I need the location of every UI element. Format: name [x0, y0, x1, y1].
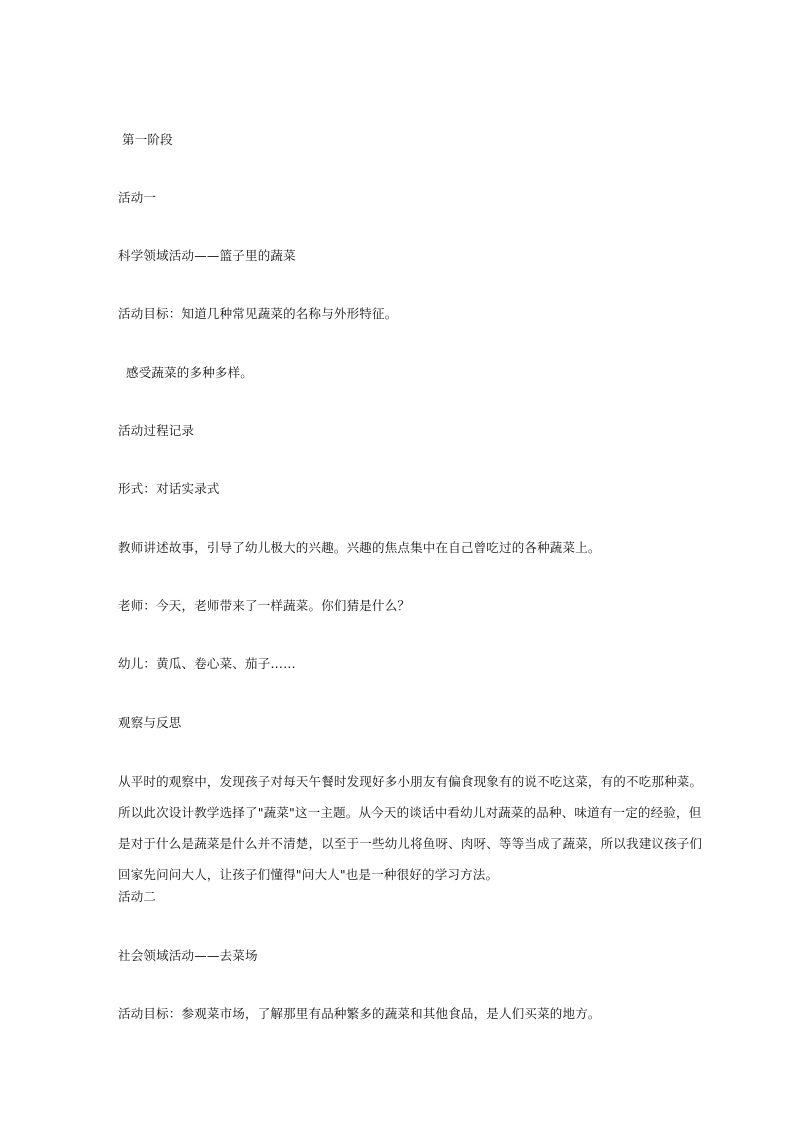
activity-label: 活动一	[118, 190, 157, 205]
activity-label: 活动二	[118, 889, 157, 904]
stage-heading: 第一阶段	[122, 132, 173, 147]
form-line: 形式：对话实录式	[118, 481, 220, 496]
reflection-paragraph	[118, 766, 703, 890]
record-heading: 活动过程记录	[118, 423, 195, 438]
children-dialogue: 幼儿：黄瓜、卷心菜、茄子……	[118, 656, 296, 671]
teacher-dialogue: 老师：今天，老师带来了一样蔬菜。你们猜是什么？	[118, 598, 411, 613]
activity-goal-continued: 感受蔬菜的多种多样。	[126, 365, 254, 380]
activity-goal: 活动目标：参观菜市场，了解那里有品种繁多的蔬菜和其他食品，是人们买菜的地方。	[118, 1006, 601, 1021]
narrative-line: 教师讲述故事，引导了幼儿极大的兴趣。兴趣的焦点集中在自己曾吃过的各种蔬菜上。	[118, 540, 601, 555]
reflection-line: 是对于什么是蔬菜是什么并不清楚，以至于一些幼儿将鱼呀、肉呀、等等当成了蔬菜，所以我建议孩子们	[118, 836, 703, 851]
activity-title: 科学领域活动——篮子里的蔬菜	[118, 248, 296, 263]
reflection-heading: 观察与反思	[118, 715, 182, 730]
activity-goal: 活动目标：知道几种常见蔬菜的名称与外形特征。	[118, 306, 398, 321]
reflection-line: 回家先问问大人，让孩子们懂得"问大人"也是一种很好的学习方法。	[118, 867, 499, 882]
reflection-line: 所以此次设计教学选择了"蔬菜"这一主题。从今天的谈话中看幼儿对蔬菜的品种、味道有一定的经验，但	[118, 805, 702, 820]
activity-title: 社会领域活动——去菜场	[118, 948, 258, 963]
reflection-line: 从平时的观察中，发现孩子对每天午餐时发现好多小朋友有偏食现象有的说不吃这菜，有的不吃那种菜。	[118, 774, 703, 789]
